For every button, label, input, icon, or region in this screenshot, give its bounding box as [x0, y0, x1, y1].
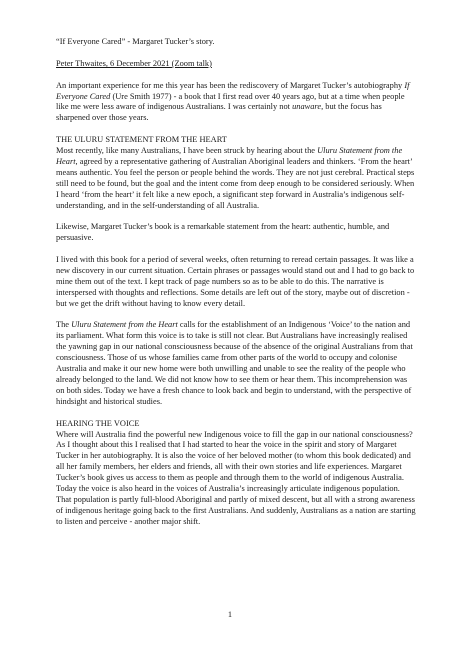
intro-paragraph [56, 81, 416, 125]
section-heading-uluru: THE ULURU STATEMENT FROM THE HEART [56, 135, 227, 145]
intro-text-1: An important experience for me this year has been the rediscovery of Margaret Tucker’s autobiography [56, 80, 405, 90]
uluru-p1-text-2: , agreed by a representative gathering of Australian Aboriginal leaders and thinkers. ‘From the heart’ means authentic. You feel the person or people behind the words. They are not just cerebral. Practical steps still need to be found, but the goal and the intent come from deep enough to be considered seriously. When I heard ‘from the heart’ it felt like a new epoch, a significant step forward in Australia’s indigenous self-understanding, and in the self-understanding of all Australia. [56, 156, 415, 210]
uluru-p4-text-1: The [56, 320, 72, 330]
voice-paragraph-1: Where will Australia find the powerful new Indigenous voice to fill the gap in our national consciousness? As I thought about this I realised that I had started to hear the voice in the spirit and story of Margaret Tucker in her autobiography. It is also the voice of her beloved mother (to whom this book dedicated) and all her family members, her elders and friends, all with their own stories and life experiences. Margaret Tucker’s book gives us access to them as people and through them to the world of indigenous Australia. Today the voice is also heard in the voices of Australia’s increasingly articulate indigenous population. That population is partly full-blood Aboriginal and partly of mixed descent, but all with a strong awareness of indigenous heritage going back to the first Australians. And suddenly, Australians as a nation are starting to listen and perceive - another major shift. [56, 429, 416, 526]
uluru-paragraph-3: I lived with this book for a period of several weeks, often returning to reread certain passages. It was like a new discovery in our current situation. Certain phrases or passages would stand out and I had to go back to mine them out of the text. I kept track of page numbers so as to be able to do this. The narrative is interspersed with thoughts and reflections. Some details are left out of the story, maybe out of discretion - but we get the drift without having to know every detail. [56, 255, 415, 308]
intro-text-2: (Ure Smith 1977) - a book that I first read over 40 years ago, but at a time when people like me were less aware of indigenous Australians. I was certainly not [56, 91, 405, 112]
uluru-p4-text-2: calls for the establishment of an Indigenous ‘Voice’ to the nation and its parliament. What form this voice is to take is still not clear. But Australians have increasingly realised the yawning gap in our national consciousness because of the absence of the original Australians from that consciousness. Those of us whose families came from other parts of the world to occupy and colonise Australia and make it our new home were both unwilling and unable to see the reality of the people who already belonged to the land. We did not know how to see them or hear them. This incomprehension was on both sides. Today we have a fresh chance to look back and begin to understand, with the perspective of hindsight and historical studies. [56, 320, 413, 406]
document-byline: Peter Thwaites, 6 December 2021 (Zoom talk) [56, 58, 212, 68]
uluru-paragraph-4 [56, 320, 416, 407]
intro-text-3: , but the focus has sharpened over those years. [56, 102, 382, 123]
book-title: If Everyone Cared [56, 80, 410, 101]
document-title: “If Everyone Cared” - Margaret Tucker’s story. [56, 37, 215, 46]
uluru-paragraph-2: Likewise, Margaret Tucker’s book is a remarkable statement from the heart: authentic, humble, and persuasive. [56, 222, 390, 243]
uluru-p1-text-1: Most recently, like many Australians, I have been struck by hearing about the [56, 146, 318, 156]
uluru-statement-title-2: Uluru Statement from the Heart [71, 320, 178, 330]
emphasis-unaware: unaware [292, 102, 322, 112]
section-heading-voice: HEARING THE VOICE [56, 418, 140, 428]
uluru-paragraph-1 [56, 146, 416, 211]
page-number: 1 [227, 610, 233, 619]
uluru-statement-title: Uluru Statement from the Heart [56, 146, 403, 166]
